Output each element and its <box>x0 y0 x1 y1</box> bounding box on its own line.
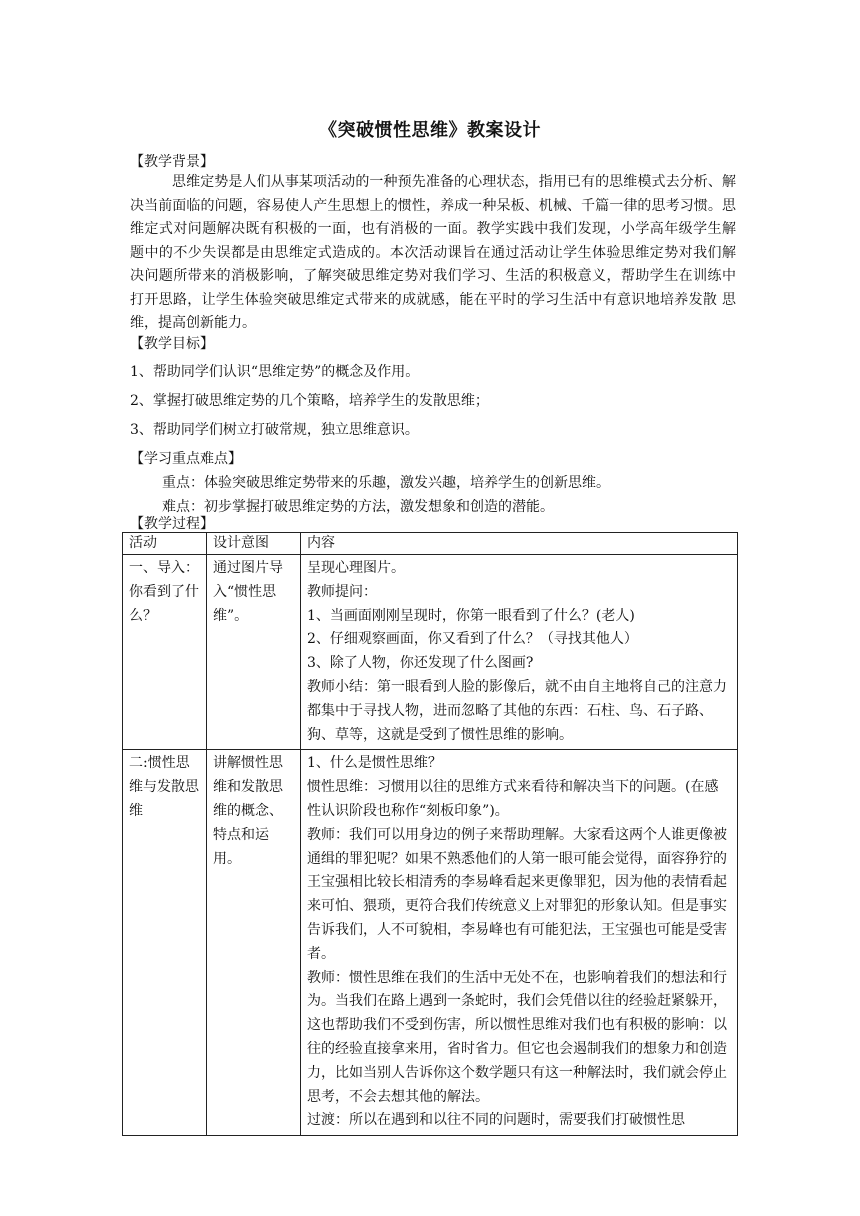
goals-heading: 【教学目标】 <box>130 336 214 352</box>
column-header-content: 内容 <box>301 533 738 555</box>
content-line: 呈现心理图片。 <box>307 560 405 576</box>
focus-point: 重点：体验突破思维定势带来的乐趣，激发兴趣，培养学生的创新思维。 <box>162 475 610 491</box>
key-points-heading: 【学习重点难点】 <box>130 451 242 467</box>
document-title: 《突破惯性思维》教案设计 <box>319 120 541 141</box>
content-line: 教师小结：第一眼看到人脸的影像后，就不由自主地将自己的注意力都集中于寻找人物，进而忽略了其他的东西：石柱、鸟、石子路、狗、草等，这就是受到了惯性思维的影响。 <box>307 678 727 743</box>
teaching-process-table <box>122 532 738 1136</box>
content-line: 1、当画面刚刚呈现时，你第一眼看到了什么？(老人) <box>307 607 635 624</box>
table-row <box>123 555 738 750</box>
content-line: 教师提问： <box>307 583 377 600</box>
goal-item: 1、帮助同学们认识“思维定势”的概念及作用。 <box>130 364 420 380</box>
background-paragraph: 思维定势是人们从事某项活动的一种预先准备的心理状态，指用已有的思维模式去分析、解 决当前面临的问题，容易使人产生思想上的惯性，养成一种呆板、机械、千篇一律的思考习惯。思 维定式对问题解决既有积极的一面，也有消极的一面。教学实践中我们发现，小学高年级学生解 题中的不少失误都是由思维定式造成的。本次活动课旨在通过活动让学生体验思维定势对我们解 决问题所带来的消极影响，了解突破思维定势对我们学习、生活的积极意义，帮助学生在训练中 打开思路，让学生体验突破思维定式带来的成就感，能在平时的学习生活中有意识地培养发散 思维，提高创新能力。 <box>130 174 736 331</box>
content-cell <box>301 555 738 750</box>
activity-cell: 二:惯性思维与发散思维 <box>123 750 207 1136</box>
intent-cell: 讲解惯性思维和发散思维的概念、特点和运用。 <box>207 750 301 1136</box>
background-heading: 【教学背景】 <box>130 154 214 170</box>
goal-item: 3、帮助同学们树立打破常规，独立思维意识。 <box>130 422 419 438</box>
activity-cell: 一、导入：你看到了什么？ <box>123 555 207 750</box>
content-line: 惯性思维：习惯用以往的思维方式来看待和解决当下的问题。(在感性认识阶段也称作“刻板印象”)。 <box>307 779 719 819</box>
process-heading: 【教学过程】 <box>130 516 214 532</box>
content-line: 教师：我们可以用身边的例子来帮助理解。大家看这两个人谁更像被通缉的罪犯呢？如果不熟悉他们的人第一眼可能会觉得，面容狰狞的王宝强相比较长相清秀的李易峰看起来更像罪犯，因为他的表情看起来可怕、猥琐，更符合我们传统意义上对罪犯的形象认知。但是事实告诉我们，人不可貌相，李易峰也有可能犯法，王宝强也可能是受害者。 <box>307 826 727 962</box>
intent-cell: 通过图片导入“惯性思维”。 <box>207 555 301 750</box>
table-row <box>123 750 738 1136</box>
content-line: 教师：惯性思维在我们的生活中无处不在，也影响着我们的想法和行为。当我们在路上遇到一条蛇时，我们会凭借以往的经验赶紧躲开，这也帮助我们不受到伤害，所以惯性思维对我们也有积极的影响：以往的经验直接拿来用，省时省力。但它也会遏制我们的想象力和创造力，比如当别人告诉你这个数学题只有这一种解法时，我们就会停止思考，不会去想其他的解法。 <box>307 969 727 1105</box>
content-line: 1、什么是惯性思维？ <box>307 755 442 772</box>
difficulty-point: 难点：初步掌握打破思维定势的方法，激发想象和创造的潜能。 <box>162 499 554 515</box>
content-cell <box>301 750 738 1136</box>
goal-item: 2、掌握打破思维定势的几个策略，培养学生的发散思维； <box>130 393 489 409</box>
content-line: 2、仔细观察画面，你又看到了什么？（寻找其他人） <box>307 631 638 648</box>
column-header-intent: 设计意图 <box>207 533 301 555</box>
content-line: 过渡：所以在遇到和以往不同的问题时，需要我们打破惯性思 <box>307 1112 685 1129</box>
table-header-row <box>123 533 738 555</box>
column-header-activity: 活动 <box>123 533 207 555</box>
content-line: 3、除了人物，你还发现了什么图画? <box>307 655 534 672</box>
